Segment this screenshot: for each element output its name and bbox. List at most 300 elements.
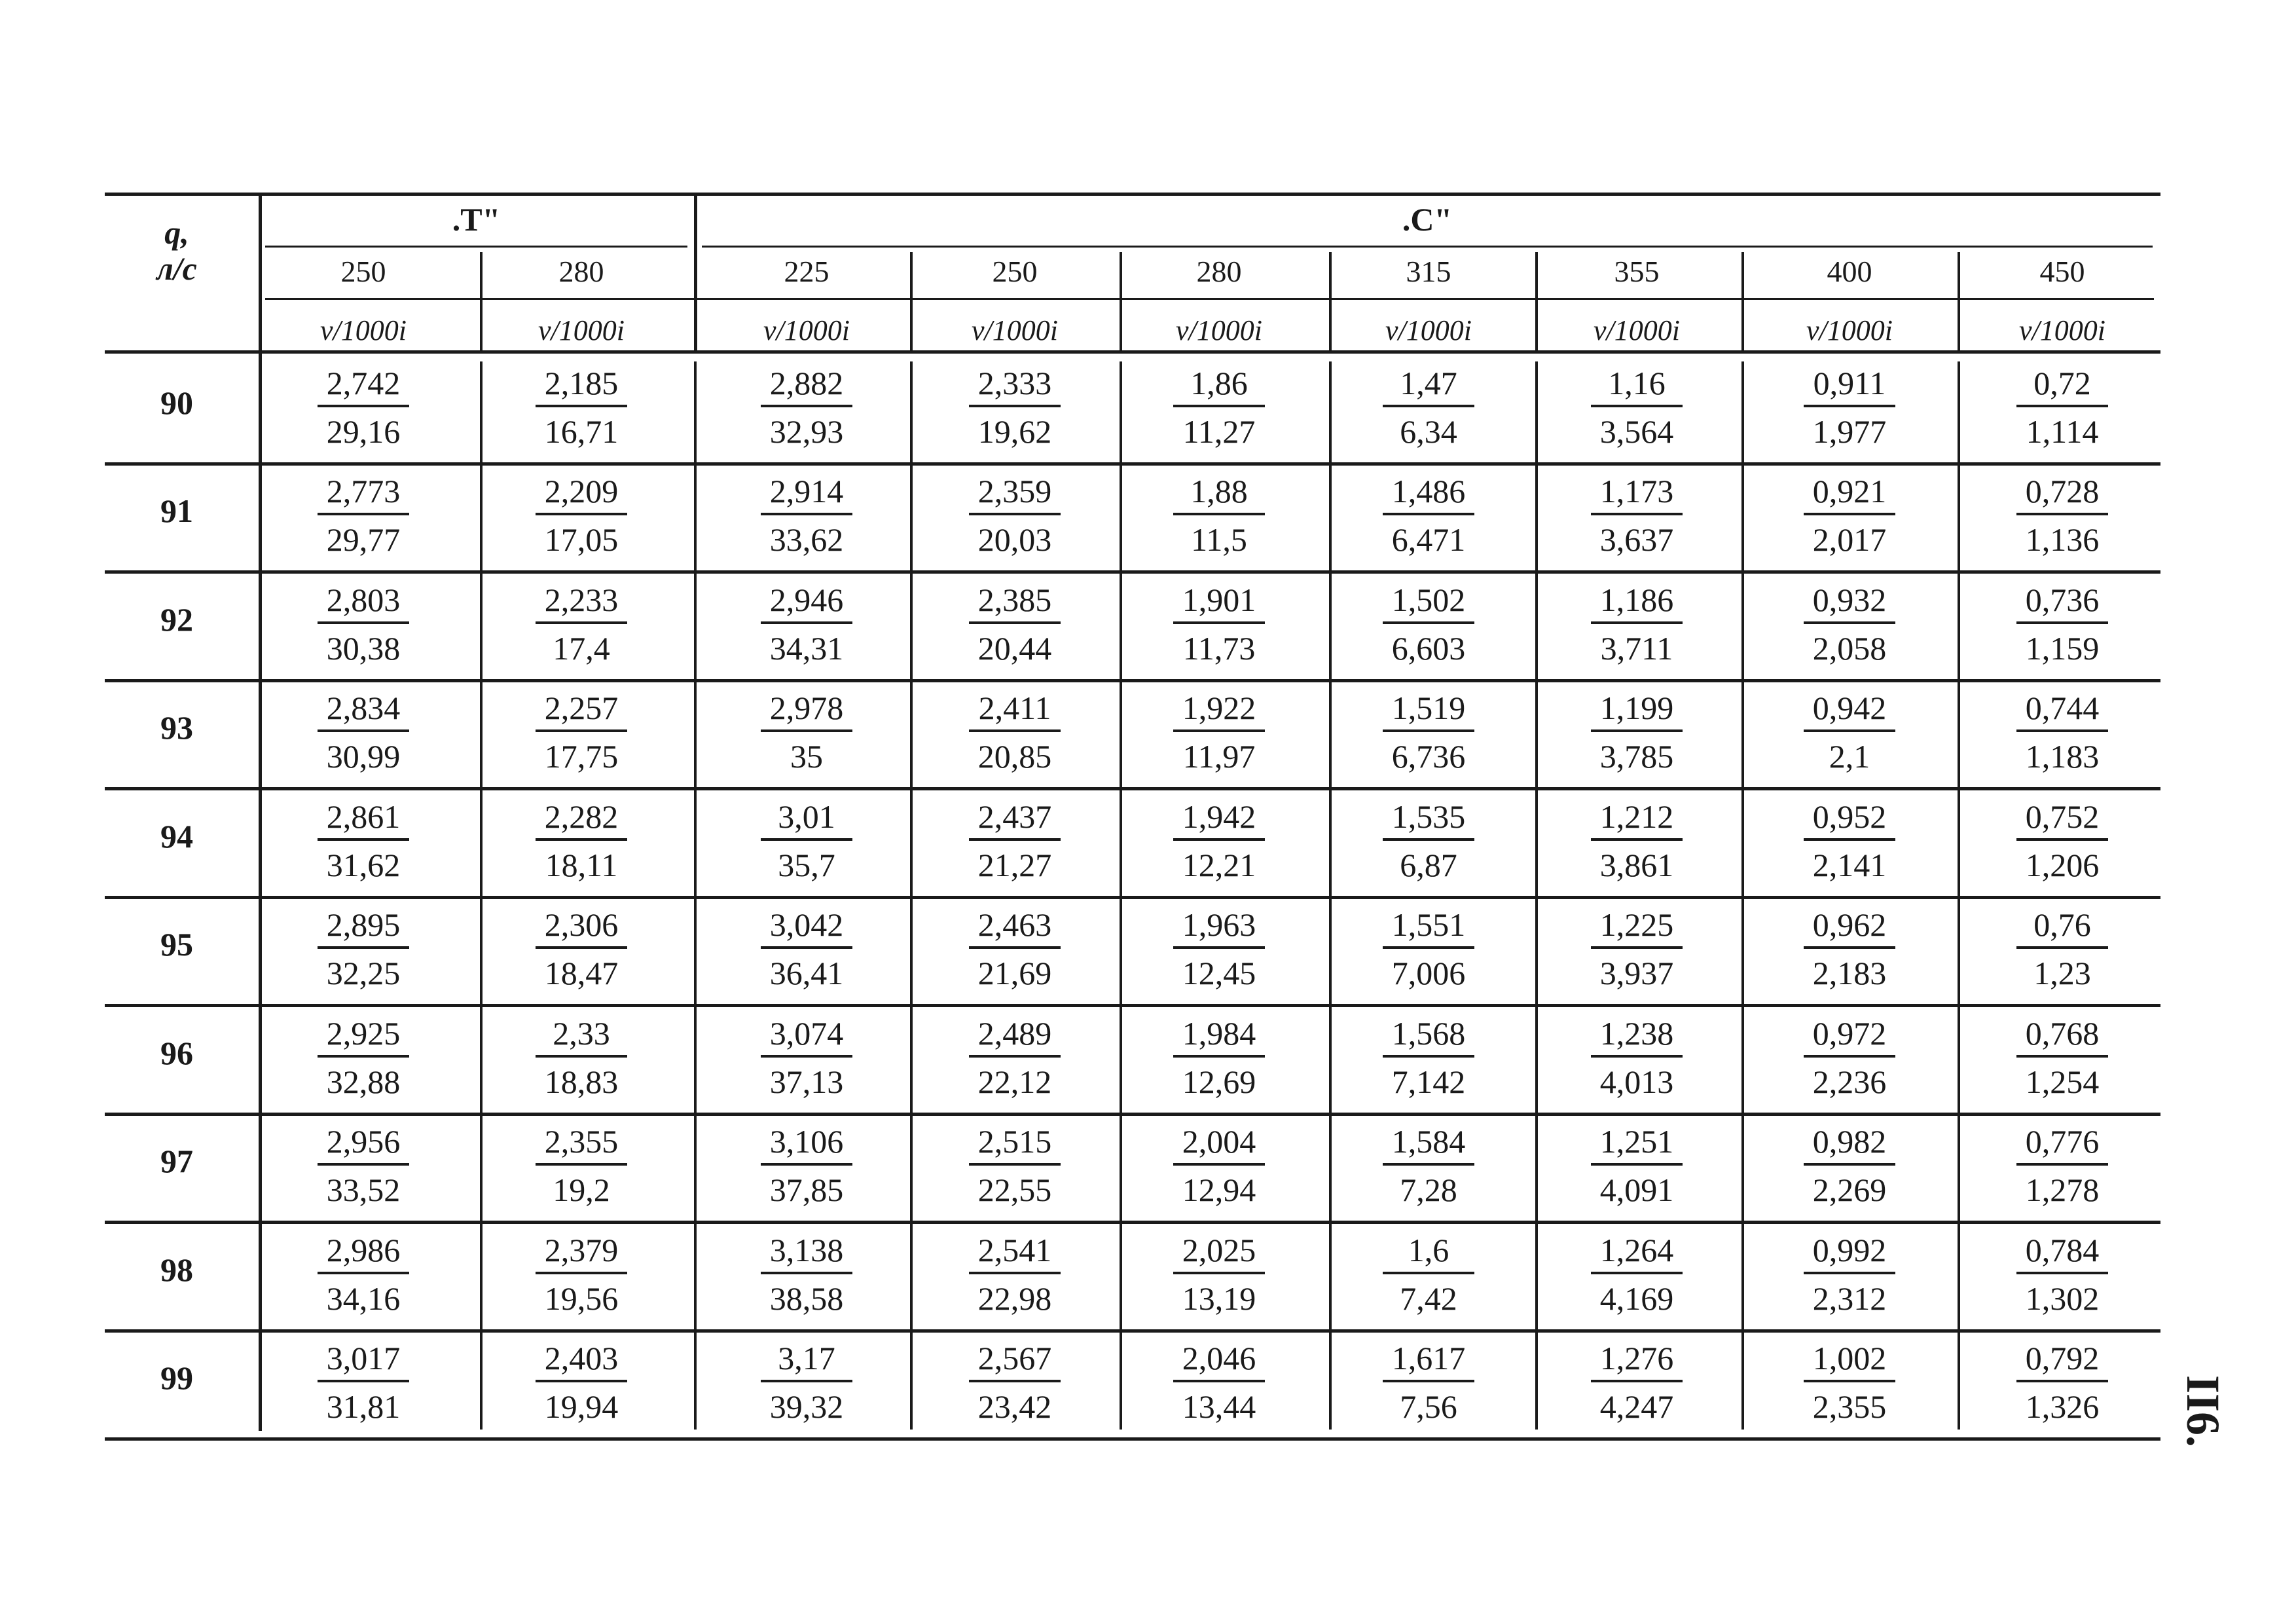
cell-velocity: 3,01	[778, 798, 835, 835]
cell-velocity: 2,33	[553, 1014, 610, 1052]
cell-velocity: 2,515	[977, 1123, 1052, 1160]
row-rule	[105, 1437, 2160, 1441]
cell-head-loss: 4,169	[1599, 1280, 1674, 1317]
cell-head-loss: 3,785	[1599, 738, 1674, 775]
fraction-bar	[1173, 513, 1265, 515]
fraction-bar	[318, 1163, 409, 1166]
cell-head-loss: 22,12	[977, 1063, 1052, 1100]
cell-velocity: 2,882	[769, 364, 844, 401]
cell-head-loss: 20,85	[977, 738, 1052, 775]
cell-velocity: 2,803	[326, 581, 401, 618]
cell-head-loss: 11,27	[1182, 413, 1256, 450]
row-flow-value: 90	[160, 384, 193, 421]
cell-head-loss: 23,42	[977, 1388, 1052, 1426]
fraction-bar	[1173, 1055, 1265, 1058]
cell-head-loss: 22,98	[977, 1280, 1052, 1317]
fraction-bar	[536, 1163, 627, 1166]
cell-velocity: 2,257	[544, 690, 619, 727]
header-column-rule	[1120, 252, 1122, 350]
cell-velocity: 2,411	[978, 690, 1051, 727]
cell-head-loss: 2,058	[1812, 629, 1887, 667]
cell-head-loss: 31,62	[326, 846, 401, 883]
cell-head-loss: 1,326	[2025, 1388, 2100, 1426]
cell-velocity: 2,355	[544, 1123, 619, 1160]
fraction-bar	[1173, 405, 1265, 407]
cell-velocity: 1,88	[1190, 473, 1248, 510]
body-column-rule	[694, 361, 697, 1430]
cell-head-loss: 1,114	[2026, 413, 2099, 450]
cell-velocity: 1,173	[1599, 473, 1674, 510]
fraction-bar	[536, 946, 627, 949]
cell-velocity: 1,186	[1599, 581, 1674, 618]
fraction-bar	[1383, 621, 1474, 624]
cell-velocity: 0,728	[2025, 473, 2100, 510]
body-column-rule	[1329, 361, 1332, 1430]
fraction-bar	[1804, 405, 1895, 407]
cell-velocity: 3,042	[769, 906, 844, 944]
fraction-bar	[1383, 1380, 1474, 1382]
cell-velocity: 0,962	[1812, 906, 1887, 944]
fraction-bar	[761, 1055, 852, 1058]
fraction-bar	[318, 621, 409, 624]
fraction-bar	[1383, 1272, 1474, 1274]
cell-head-loss: 35	[790, 738, 823, 775]
cell-head-loss: 7,142	[1391, 1063, 1466, 1100]
cell-head-loss: 20,03	[977, 521, 1052, 559]
row-flow-value: 95	[160, 926, 193, 963]
header-bottom-rule	[105, 350, 2160, 354]
fraction-bar	[761, 513, 852, 515]
body-column-rule	[1535, 361, 1538, 1430]
cell-head-loss: 19,94	[544, 1388, 619, 1426]
column-diameter: 450	[2039, 255, 2085, 288]
fraction-bar	[969, 946, 1061, 949]
cell-head-loss: 38,58	[769, 1280, 844, 1317]
cell-head-loss: 3,937	[1599, 955, 1674, 992]
cell-velocity: 3,074	[769, 1014, 844, 1052]
cell-head-loss: 19,56	[544, 1280, 619, 1317]
cell-head-loss: 2,141	[1812, 846, 1887, 883]
cell-velocity: 1,984	[1182, 1014, 1256, 1052]
cell-head-loss: 2,269	[1812, 1172, 1887, 1209]
cell-head-loss: 2,312	[1812, 1280, 1887, 1317]
fraction-bar	[1591, 946, 1683, 949]
fraction-bar	[761, 621, 852, 624]
cell-head-loss: 1,254	[2025, 1063, 2100, 1100]
cell-velocity: 2,742	[326, 364, 401, 401]
diameter-rule	[265, 298, 2154, 300]
fraction-bar	[1383, 946, 1474, 949]
cell-velocity: 1,002	[1812, 1340, 1887, 1377]
cell-head-loss: 6,87	[1400, 846, 1457, 883]
fraction-bar	[2016, 621, 2108, 624]
cell-head-loss: 1,23	[2033, 955, 2091, 992]
fraction-bar	[318, 1380, 409, 1382]
cell-head-loss: 1,302	[2025, 1280, 2100, 1317]
column-diameter: 315	[1406, 255, 1451, 288]
cell-head-loss: 3,861	[1599, 846, 1674, 883]
body-column-rule	[1958, 361, 1960, 1430]
cell-velocity: 0,752	[2025, 798, 2100, 835]
cell-head-loss: 34,16	[326, 1280, 401, 1317]
cell-head-loss: 2,017	[1812, 521, 1887, 559]
row-flow-value: 99	[160, 1359, 193, 1397]
column-subheader: v/1000i	[972, 314, 1058, 346]
column-diameter: 280	[1196, 255, 1242, 288]
fraction-bar	[2016, 1163, 2108, 1166]
fraction-bar	[318, 1272, 409, 1274]
cell-head-loss: 1,977	[1812, 413, 1887, 450]
body-column-rule	[1120, 361, 1122, 1430]
cell-head-loss: 3,564	[1599, 413, 1674, 450]
row-rule	[105, 1004, 2160, 1007]
fraction-bar	[1383, 1055, 1474, 1058]
cell-velocity: 0,932	[1812, 581, 1887, 618]
fraction-bar	[761, 405, 852, 407]
row-rule	[105, 1329, 2160, 1333]
row-rule	[105, 896, 2160, 899]
cell-head-loss: 37,13	[769, 1063, 844, 1100]
cell-velocity: 2,861	[326, 798, 401, 835]
cell-head-loss: 20,44	[977, 629, 1052, 667]
fraction-bar	[969, 729, 1061, 732]
fraction-bar	[318, 729, 409, 732]
fraction-bar	[1173, 838, 1265, 841]
column-diameter: 280	[558, 255, 604, 288]
fraction-bar	[318, 838, 409, 841]
cell-head-loss: 32,25	[326, 955, 401, 992]
cell-velocity: 1,922	[1182, 690, 1256, 727]
cell-head-loss: 11,97	[1182, 738, 1256, 775]
row-rule	[105, 462, 2160, 466]
cell-velocity: 1,568	[1391, 1014, 1466, 1052]
cell-velocity: 3,17	[778, 1340, 835, 1377]
cell-head-loss: 18,47	[544, 955, 619, 992]
fraction-bar	[2016, 729, 2108, 732]
cell-head-loss: 4,247	[1599, 1388, 1674, 1426]
fraction-bar	[1383, 838, 1474, 841]
fraction-bar	[761, 1380, 852, 1382]
cell-head-loss: 30,38	[326, 629, 401, 667]
fraction-bar	[2016, 405, 2108, 407]
fraction-bar	[1591, 1163, 1683, 1166]
cell-head-loss: 12,45	[1182, 955, 1256, 992]
cell-velocity: 2,359	[977, 473, 1052, 510]
cell-velocity: 2,437	[977, 798, 1052, 835]
fraction-bar	[1383, 405, 1474, 407]
cell-head-loss: 19,2	[553, 1172, 610, 1209]
header-column-rule	[1958, 252, 1960, 350]
cell-velocity: 2,209	[544, 473, 619, 510]
cell-velocity: 1,264	[1599, 1231, 1674, 1268]
cell-head-loss: 11,5	[1191, 521, 1247, 559]
fraction-bar	[318, 513, 409, 515]
fraction-bar	[2016, 1055, 2108, 1058]
fraction-bar	[1804, 1380, 1895, 1382]
header-column-rule	[694, 252, 697, 350]
cell-head-loss: 39,32	[769, 1388, 844, 1426]
fraction-bar	[969, 1055, 1061, 1058]
fraction-bar	[536, 1055, 627, 1058]
column-subheader: v/1000i	[1176, 314, 1262, 346]
cell-velocity: 2,946	[769, 581, 844, 618]
cell-velocity: 2,403	[544, 1340, 619, 1377]
fraction-bar	[536, 621, 627, 624]
q-header-symbol: q,	[164, 214, 189, 251]
fraction-bar	[969, 1380, 1061, 1382]
fraction-bar	[969, 405, 1061, 407]
cell-velocity: 0,942	[1812, 690, 1887, 727]
cell-velocity: 2,925	[326, 1014, 401, 1052]
cell-head-loss: 18,11	[545, 846, 618, 883]
cell-head-loss: 1,136	[2025, 521, 2100, 559]
fraction-bar	[1804, 513, 1895, 515]
group-label-t: .T"	[452, 201, 501, 238]
cell-head-loss: 21,27	[977, 846, 1052, 883]
cell-head-loss: 17,75	[544, 738, 619, 775]
cell-velocity: 2,385	[977, 581, 1052, 618]
cell-head-loss: 2,1	[1829, 738, 1870, 775]
fraction-bar	[1383, 513, 1474, 515]
fraction-bar	[1591, 1272, 1683, 1274]
cell-velocity: 0,921	[1812, 473, 1887, 510]
cell-head-loss: 36,41	[769, 955, 844, 992]
cell-velocity: 1,225	[1599, 906, 1674, 944]
fraction-bar	[536, 405, 627, 407]
cell-velocity: 2,914	[769, 473, 844, 510]
column-diameter: 355	[1614, 255, 1660, 288]
fraction-bar	[318, 405, 409, 407]
column-subheader: v/1000i	[1806, 314, 1893, 346]
fraction-bar	[1591, 1055, 1683, 1058]
cell-head-loss: 29,16	[326, 413, 401, 450]
fraction-bar	[761, 1272, 852, 1274]
header-column-rule	[1535, 252, 1538, 350]
column-diameter: 250	[340, 255, 386, 288]
fraction-bar	[1591, 621, 1683, 624]
cell-head-loss: 19,62	[977, 413, 1052, 450]
cell-velocity: 1,551	[1391, 906, 1466, 944]
column-diameter: 225	[784, 255, 829, 288]
fraction-bar	[1173, 621, 1265, 624]
fraction-bar	[1804, 1272, 1895, 1274]
cell-head-loss: 6,603	[1391, 629, 1466, 667]
cell-velocity: 0,72	[2033, 364, 2091, 401]
table-top-rule	[105, 193, 2160, 196]
cell-velocity: 2,895	[326, 906, 401, 944]
cell-head-loss: 16,71	[544, 413, 619, 450]
cell-velocity: 0,768	[2025, 1014, 2100, 1052]
cell-velocity: 1,963	[1182, 906, 1256, 944]
fraction-bar	[2016, 1380, 2108, 1382]
cell-head-loss: 35,7	[778, 846, 835, 883]
cell-head-loss: 33,52	[326, 1172, 401, 1209]
cell-velocity: 2,233	[544, 581, 619, 618]
cell-head-loss: 7,42	[1400, 1280, 1457, 1317]
cell-velocity: 0,952	[1812, 798, 1887, 835]
fraction-bar	[2016, 946, 2108, 949]
q-header-unit: л/с	[156, 250, 197, 287]
row-rule	[105, 679, 2160, 682]
header-column-rule	[910, 252, 913, 350]
fraction-bar	[2016, 513, 2108, 515]
cell-head-loss: 7,28	[1400, 1172, 1457, 1209]
cell-head-loss: 29,77	[326, 521, 401, 559]
cell-head-loss: 13,19	[1182, 1280, 1256, 1317]
fraction-bar	[318, 946, 409, 949]
cell-head-loss: 4,091	[1599, 1172, 1674, 1209]
cell-velocity: 1,942	[1182, 798, 1256, 835]
column-diameter: 250	[992, 255, 1038, 288]
cell-velocity: 2,541	[977, 1231, 1052, 1268]
cell-head-loss: 2,355	[1812, 1388, 1887, 1426]
cell-head-loss: 32,93	[769, 413, 844, 450]
header-column-rule	[1329, 252, 1332, 350]
cell-head-loss: 32,88	[326, 1063, 401, 1100]
row-flow-value: 91	[160, 492, 193, 530]
fraction-bar	[1804, 1055, 1895, 1058]
fraction-bar	[1591, 729, 1683, 732]
cell-velocity: 0,992	[1812, 1231, 1887, 1268]
cell-velocity: 2,379	[544, 1231, 619, 1268]
fraction-bar	[761, 838, 852, 841]
fraction-bar	[1173, 1272, 1265, 1274]
cell-velocity: 1,199	[1599, 690, 1674, 727]
fraction-bar	[1591, 405, 1683, 407]
fraction-bar	[536, 729, 627, 732]
fraction-bar	[1804, 946, 1895, 949]
fraction-bar	[536, 838, 627, 841]
cell-velocity: 2,978	[769, 690, 844, 727]
fraction-bar	[2016, 1272, 2108, 1274]
cell-velocity: 2,306	[544, 906, 619, 944]
fraction-bar	[1804, 729, 1895, 732]
q-column-rule	[259, 193, 262, 1431]
body-column-rule	[1741, 361, 1744, 1430]
cell-velocity: 2,567	[977, 1340, 1052, 1377]
fraction-bar	[1591, 838, 1683, 841]
cell-velocity: 2,489	[977, 1014, 1052, 1052]
cell-head-loss: 1,278	[2025, 1172, 2100, 1209]
cell-velocity: 2,333	[977, 364, 1052, 401]
fraction-bar	[318, 1055, 409, 1058]
header-column-rule	[1741, 252, 1744, 350]
fraction-bar	[1173, 729, 1265, 732]
fraction-bar	[1173, 946, 1265, 949]
cell-velocity: 3,106	[769, 1123, 844, 1160]
cell-velocity: 3,017	[326, 1340, 401, 1377]
row-flow-value: 96	[160, 1034, 193, 1071]
column-subheader: v/1000i	[1385, 314, 1472, 346]
cell-velocity: 1,617	[1391, 1340, 1466, 1377]
column-subheader: v/1000i	[763, 314, 850, 346]
cell-head-loss: 1,206	[2025, 846, 2100, 883]
group-label-c: .C"	[1402, 201, 1453, 238]
cell-head-loss: 12,94	[1182, 1172, 1256, 1209]
cell-head-loss: 1,183	[2025, 738, 2100, 775]
fraction-bar	[969, 1272, 1061, 1274]
cell-velocity: 2,956	[326, 1123, 401, 1160]
cell-head-loss: 6,34	[1400, 413, 1457, 450]
cell-head-loss: 4,013	[1599, 1063, 1674, 1100]
cell-head-loss: 30,99	[326, 738, 401, 775]
cell-head-loss: 37,85	[769, 1172, 844, 1209]
fraction-bar	[969, 513, 1061, 515]
fraction-bar	[536, 1272, 627, 1274]
fraction-bar	[969, 838, 1061, 841]
cell-velocity: 1,486	[1391, 473, 1466, 510]
cell-head-loss: 1,159	[2025, 629, 2100, 667]
column-subheader: v/1000i	[538, 314, 625, 346]
cell-head-loss: 3,711	[1600, 629, 1673, 667]
cell-head-loss: 6,736	[1391, 738, 1466, 775]
row-rule	[105, 570, 2160, 574]
cell-velocity: 1,502	[1391, 581, 1466, 618]
cell-velocity: 0,744	[2025, 690, 2100, 727]
cell-velocity: 3,138	[769, 1231, 844, 1268]
cell-velocity: 0,972	[1812, 1014, 1887, 1052]
cell-velocity: 2,986	[326, 1231, 401, 1268]
cell-velocity: 0,736	[2025, 581, 2100, 618]
fraction-bar	[1591, 1380, 1683, 1382]
cell-head-loss: 3,637	[1599, 521, 1674, 559]
cell-head-loss: 17,4	[553, 629, 610, 667]
cell-velocity: 1,238	[1599, 1014, 1674, 1052]
cell-velocity: 0,76	[2033, 906, 2091, 944]
cell-velocity: 2,282	[544, 798, 619, 835]
cell-head-loss: 12,69	[1182, 1063, 1256, 1100]
fraction-bar	[1383, 729, 1474, 732]
row-rule	[105, 787, 2160, 790]
fraction-bar	[761, 729, 852, 732]
cell-velocity: 2,834	[326, 690, 401, 727]
cell-head-loss: 13,44	[1182, 1388, 1256, 1426]
cell-head-loss: 21,69	[977, 955, 1052, 992]
cell-velocity: 1,276	[1599, 1340, 1674, 1377]
fraction-bar	[1173, 1163, 1265, 1166]
cell-velocity: 1,535	[1391, 798, 1466, 835]
fraction-bar	[969, 621, 1061, 624]
fraction-bar	[536, 1380, 627, 1382]
fraction-bar	[1173, 1380, 1265, 1382]
row-rule	[105, 1113, 2160, 1116]
fraction-bar	[969, 1163, 1061, 1166]
cell-velocity: 2,025	[1182, 1231, 1256, 1268]
cell-velocity: 0,911	[1813, 364, 1886, 401]
cell-velocity: 0,982	[1812, 1123, 1887, 1160]
cell-head-loss: 17,05	[544, 521, 619, 559]
cell-head-loss: 22,55	[977, 1172, 1052, 1209]
cell-velocity: 1,212	[1599, 798, 1674, 835]
row-rule	[105, 1221, 2160, 1224]
column-subheader: v/1000i	[1594, 314, 1680, 346]
cell-head-loss: 33,62	[769, 521, 844, 559]
cell-head-loss: 2,236	[1812, 1063, 1887, 1100]
cell-head-loss: 31,81	[326, 1388, 401, 1426]
fraction-bar	[1804, 1163, 1895, 1166]
row-flow-value: 93	[160, 709, 193, 747]
cell-velocity: 0,792	[2025, 1340, 2100, 1377]
column-subheader: v/1000i	[2019, 314, 2105, 346]
cell-velocity: 1,251	[1599, 1123, 1674, 1160]
column-subheader: v/1000i	[320, 314, 407, 346]
cell-head-loss: 12,21	[1182, 846, 1256, 883]
cell-velocity: 2,004	[1182, 1123, 1256, 1160]
cell-velocity: 1,6	[1408, 1231, 1449, 1268]
fraction-bar	[761, 1163, 852, 1166]
header-column-rule	[480, 252, 483, 350]
group-rule-c	[702, 246, 2153, 248]
